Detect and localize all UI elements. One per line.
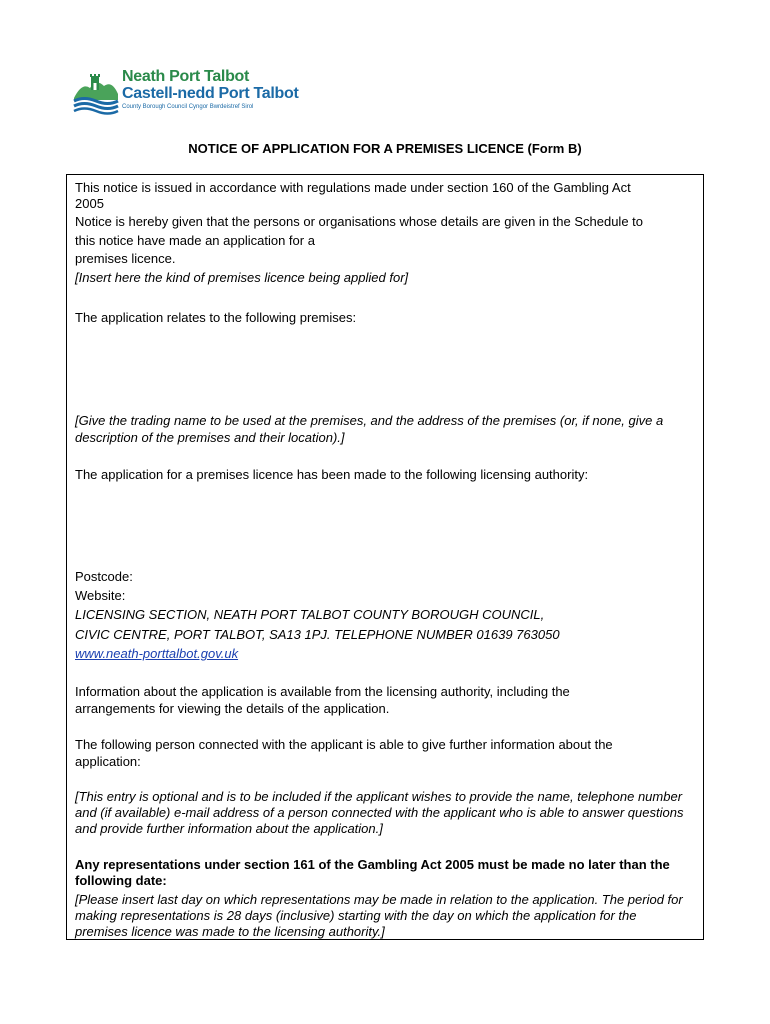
intro-line-1: This notice is issued in accordance with regulations made under section 160 of the Gambling Act [75, 180, 631, 195]
notice-line-3: premises licence. [75, 251, 176, 266]
authority-heading: The application for a premises licence has been made to the following licensing authority: [75, 467, 589, 482]
notice-line-2: this notice have made an application for a [75, 233, 315, 248]
council-logo [72, 68, 299, 120]
info-paragraph: Information about the application is available from the licensing authority, including the arrangements for viewing the details of the application. [75, 684, 570, 716]
premises-heading: The application relates to the following premises: [75, 310, 357, 325]
authority-line-1: LICENSING SECTION, NEATH PORT TALBOT COUNTY BOROUGH COUNCIL, [75, 607, 545, 622]
logo-name-english: Neath Port Talbot [122, 68, 250, 85]
kind-instruction: [Insert here the kind of premises licence being applied for] [75, 270, 409, 285]
document-title: NOTICE OF APPLICATION FOR A PREMISES LICENCE (Form B) [188, 141, 582, 156]
date-instruction: [Please insert last day on which representations may be made in relation to the application. The period for making representations is 28 days (inclusive) starting with the day on which the application for the premises licence was made to the licensing authority.] [75, 892, 683, 939]
logo-name-welsh: Castell-nedd Port Talbot [122, 85, 299, 102]
logo-text [122, 68, 299, 112]
authority-website-link[interactable]: www.neath-porttalbot.gov.uk [75, 646, 239, 661]
website-label: Website: [75, 588, 126, 603]
optional-instruction: [This entry is optional and is to be included if the applicant wishes to provide the name, telephone number and (if available) e-mail address of a person connected with the applicant who is able to answer questions and provide further information about the application.] [75, 789, 684, 836]
authority-line-2: CIVIC CENTRE, PORT TALBOT, SA13 1PJ. TELEPHONE NUMBER 01639 763050 [75, 627, 560, 642]
premises-instruction: [Give the trading name to be used at the premises, and the address of the premises (or, if none, give a description of the premises and their location).] [75, 413, 664, 445]
representations-heading: Any representations under section 161 of the Gambling Act 2005 must be made no later than the following date: [75, 857, 670, 888]
logo-subtitle: County Borough Council Cyngor Bwrdeistref Sirol [122, 104, 254, 110]
contact-paragraph: The following person connected with the applicant is able to give further information about the application: [75, 737, 613, 769]
intro-line-2: 2005 [75, 196, 104, 211]
notice-line-1: Notice is hereby given that the persons or organisations whose details are given in the Schedule to [75, 214, 644, 229]
castle-hills-emblem-icon [72, 68, 120, 116]
postcode-label: Postcode: [75, 569, 133, 584]
